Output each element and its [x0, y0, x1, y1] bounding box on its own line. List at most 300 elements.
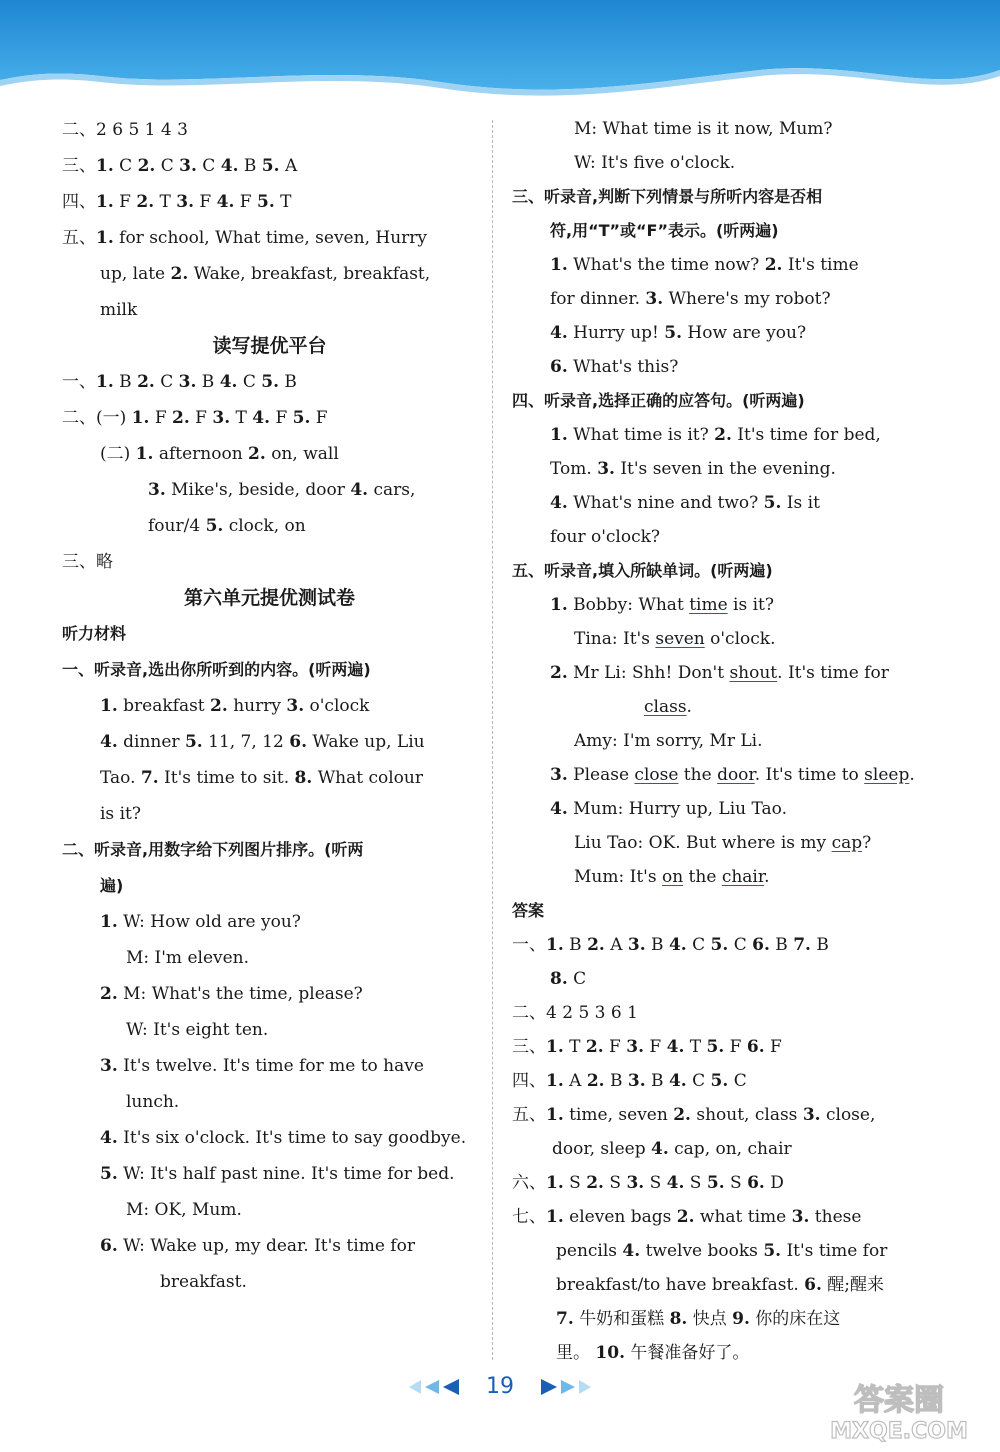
line-text: lunch.	[126, 1092, 180, 1112]
line-text: B	[238, 156, 262, 176]
line-text: 里。	[556, 1343, 596, 1363]
answer-line	[512, 588, 932, 622]
item-number: 1.	[546, 1037, 564, 1057]
question-header: 二、听录音,用数字给下列图片排序。(听两	[62, 840, 364, 859]
line-text: B	[604, 1071, 628, 1091]
answer-line	[62, 544, 477, 580]
line-text: o'clock.	[704, 629, 776, 649]
line-text: the	[683, 867, 722, 887]
answer-line	[62, 220, 477, 256]
item-number: 1.	[96, 156, 114, 176]
line-text: Liu Tao: OK. But where is my	[574, 833, 832, 853]
line-text: Wake up, Liu	[306, 732, 425, 752]
line-text: T	[684, 1037, 707, 1057]
line-text: M: What time is it now, Mum?	[574, 119, 833, 139]
answer-line	[512, 792, 932, 826]
item-number: 5.	[256, 192, 275, 212]
page-number: 19	[486, 1374, 514, 1399]
item-number: 6.	[747, 1173, 765, 1193]
answer-line	[62, 292, 477, 328]
line-text: What's this?	[567, 357, 679, 377]
answer-line	[512, 758, 932, 792]
line-text: up, late	[100, 264, 171, 284]
right-column	[512, 112, 932, 1370]
item-number: 2.	[676, 1207, 695, 1227]
line-text: 二、(一)	[62, 408, 132, 428]
answer-line	[512, 690, 932, 724]
line-text: Mum: It's	[574, 867, 662, 887]
line-text: Is it	[781, 493, 820, 513]
question-header: 听力材料	[62, 624, 127, 643]
item-number: 3.	[179, 156, 197, 176]
answer-line	[62, 940, 477, 976]
answer-line	[62, 688, 477, 724]
answer-line	[512, 1234, 932, 1268]
answer-line	[512, 1302, 932, 1336]
item-number: 6.	[100, 1236, 118, 1256]
section-heading: 读写提优平台	[212, 335, 327, 357]
line-text: What time is it?	[567, 425, 715, 445]
line-text: 11, 7, 12	[202, 732, 290, 752]
item-number: 3.	[148, 480, 166, 500]
line-text: . It's time to	[754, 765, 865, 785]
line-text: clock, on	[223, 516, 306, 536]
line-text: What colour	[312, 768, 423, 788]
line-text: T	[154, 192, 177, 212]
item-number: 4.	[668, 935, 687, 955]
line-text: F	[189, 408, 213, 428]
line-text: time, seven	[563, 1105, 674, 1125]
answer-line	[62, 436, 477, 472]
item-number: 5.	[710, 1071, 729, 1091]
item-number: 4.	[622, 1241, 641, 1261]
line-text: eleven bags	[563, 1207, 677, 1227]
item-number: 4.	[100, 732, 118, 752]
line-text: afternoon	[153, 444, 249, 464]
line-text: A	[279, 156, 298, 176]
line-text: D	[764, 1173, 784, 1193]
item-number: 7.	[140, 768, 159, 788]
line-text: W: It's five o'clock.	[574, 153, 736, 173]
answer-line	[512, 418, 932, 452]
question-header: 符,用“T”或“F”表示。(听两遍)	[550, 221, 779, 240]
line-text: F	[603, 1037, 627, 1057]
column-divider	[492, 120, 493, 1360]
item-number: 3.	[802, 1105, 821, 1125]
answer-line	[62, 508, 477, 544]
filled-blank: close	[634, 765, 679, 785]
line-text: C	[237, 372, 262, 392]
item-number: 3.	[626, 1173, 645, 1193]
filled-blank: shout	[729, 663, 778, 683]
answer-line	[62, 256, 477, 292]
line-text: A	[563, 1071, 587, 1091]
line-text: on, wall	[265, 444, 339, 464]
line-text: M: What's the time, please?	[117, 984, 363, 1004]
answer-line	[62, 1192, 477, 1228]
answer-line	[62, 1012, 477, 1048]
answer-line	[512, 1098, 932, 1132]
item-number: 5.	[100, 1164, 118, 1184]
item-number: 1.	[131, 408, 150, 428]
item-number: 4.	[550, 493, 568, 513]
line-text: 一、	[62, 372, 96, 392]
item-number: 6.	[289, 732, 307, 752]
line-text: four o'clock?	[550, 527, 661, 547]
answer-line	[62, 976, 477, 1012]
line-text: ?	[862, 833, 872, 853]
line-text: breakfast	[117, 696, 211, 716]
line-text: Mum: Hurry up, Liu Tao.	[567, 799, 788, 819]
line-text: 四、	[512, 1071, 546, 1091]
question-header: 一、听录音,选出你所听到的内容。(听两遍)	[62, 660, 371, 679]
answer-line	[62, 148, 477, 184]
line-text: Tom.	[550, 459, 598, 479]
line-text: T	[230, 408, 253, 428]
answer-line	[512, 452, 932, 486]
item-number: 8.	[669, 1309, 688, 1329]
item-number: 5.	[706, 1037, 725, 1057]
item-number: 5.	[292, 408, 311, 428]
line-text: 醒;醒来	[821, 1275, 885, 1295]
answer-line	[512, 520, 932, 554]
answer-line	[62, 1120, 477, 1156]
line-text: 一、	[512, 935, 546, 955]
answer-line	[512, 826, 932, 860]
line-text: S	[563, 1173, 587, 1193]
item-number: 5.	[710, 935, 729, 955]
line-text: Mr Li: Shh! Don't	[567, 663, 730, 683]
filled-blank: seven	[655, 629, 705, 649]
line-text: C	[728, 1071, 747, 1091]
line-text: for dinner.	[550, 289, 646, 309]
answer-line	[512, 1030, 932, 1064]
question-header: 三、听录音,判断下列情景与所听内容是否相	[512, 187, 823, 206]
item-number: 5.	[184, 732, 203, 752]
answer-line	[62, 1228, 477, 1264]
item-number: 3.	[627, 1071, 646, 1091]
item-number: 2.	[550, 663, 568, 683]
line-text: these	[809, 1207, 862, 1227]
answer-line	[512, 724, 932, 758]
item-number: 1.	[546, 1105, 564, 1125]
question-header: 答案	[512, 901, 545, 920]
item-number: 3.	[550, 765, 568, 785]
line-text: what time	[694, 1207, 792, 1227]
line-text: 三、	[512, 1037, 546, 1057]
item-number: 3.	[286, 696, 305, 716]
answer-line	[512, 622, 932, 656]
line-text: F	[270, 408, 293, 428]
answer-line	[62, 364, 477, 400]
line-text: B	[196, 372, 220, 392]
answer-line	[512, 316, 932, 350]
line-text: It's twelve. It's time for me to have	[117, 1056, 424, 1076]
line-text: cap, on, chair	[668, 1139, 792, 1159]
line-text: C	[155, 156, 180, 176]
line-text: milk	[100, 300, 138, 320]
line-text: (二)	[100, 444, 136, 464]
item-number: 2.	[586, 1071, 605, 1091]
answer-line	[62, 1084, 477, 1120]
line-text: C	[728, 935, 753, 955]
item-number: 4.	[666, 1173, 685, 1193]
line-text: . It's time for	[777, 663, 889, 683]
item-number: 4.	[550, 323, 568, 343]
item-number: 5.	[763, 1241, 782, 1261]
line-text: S	[724, 1173, 748, 1193]
answer-line	[512, 350, 932, 384]
item-number: 1.	[550, 255, 568, 275]
line-text: What's nine and two?	[567, 493, 764, 513]
line-text: Bobby: What	[567, 595, 690, 615]
answer-line	[512, 112, 932, 146]
line-text: It's time	[782, 255, 859, 275]
watermark-title: 答案圈	[854, 1383, 944, 1418]
answer-line	[512, 1200, 932, 1234]
line-text: 三、	[62, 156, 96, 176]
line-text: Tina: It's	[574, 629, 656, 649]
answer-line	[62, 760, 477, 796]
line-text: 五、	[512, 1105, 546, 1125]
line-text: 三、略	[62, 552, 113, 572]
line-text: the	[678, 765, 718, 785]
line-text: 午餐准备好了。	[624, 1343, 750, 1363]
line-text: W: It's eight ten.	[126, 1020, 269, 1040]
question-header: 四、听录音,选择正确的应答句。(听两遍)	[512, 391, 805, 410]
answer-line	[512, 1132, 932, 1166]
item-number: 3.	[626, 1037, 645, 1057]
item-number: 3.	[100, 1056, 118, 1076]
wave-banner	[0, 0, 1000, 110]
line-text: .	[909, 765, 915, 785]
item-number: 5.	[261, 156, 280, 176]
line-text: B	[563, 935, 588, 955]
answer-line	[512, 486, 932, 520]
line-text: door, sleep	[552, 1139, 651, 1159]
line-text: breakfast.	[160, 1272, 247, 1292]
item-number: 5.	[706, 1173, 725, 1193]
item-number: 4.	[219, 372, 238, 392]
line-text: .	[686, 697, 692, 717]
answer-line	[512, 1064, 932, 1098]
line-text: What's the time now?	[567, 255, 765, 275]
item-number: 2.	[585, 1037, 604, 1057]
line-text: S	[644, 1173, 667, 1193]
line-text: Mike's, beside, door	[165, 480, 351, 500]
item-number: 5.	[763, 493, 782, 513]
line-text: S	[684, 1173, 707, 1193]
line-text: A	[604, 935, 628, 955]
line-text: It's seven in the evening.	[614, 459, 836, 479]
line-text: 你的床在这	[749, 1309, 841, 1329]
item-number: 4.	[666, 1037, 685, 1057]
item-number: 1.	[546, 1071, 564, 1091]
line-text: M: I'm eleven.	[126, 948, 250, 968]
item-number: 2.	[172, 408, 190, 428]
line-text: W: How old are you?	[117, 912, 301, 932]
line-text: 七、	[512, 1207, 546, 1227]
answer-line	[512, 146, 932, 180]
line-text: It's time to sit.	[158, 768, 295, 788]
line-text: It's time for bed,	[731, 425, 881, 445]
line-text: 六、	[512, 1173, 546, 1193]
line-text: Where's my robot?	[663, 289, 831, 309]
line-text: F	[234, 192, 257, 212]
line-text: F	[644, 1037, 667, 1057]
filled-blank: on	[661, 867, 684, 887]
section-heading: 第六单元提优测试卷	[183, 587, 355, 609]
prev-arrows-icon	[407, 1377, 467, 1397]
answer-line	[512, 928, 932, 962]
item-number: 2.	[170, 264, 189, 284]
answer-line	[62, 1156, 477, 1192]
line-text: F	[724, 1037, 747, 1057]
item-number: 5.	[205, 516, 224, 536]
item-number: 3.	[645, 289, 664, 309]
answer-line	[62, 1264, 477, 1300]
item-number: 1.	[96, 372, 114, 392]
next-arrows-icon	[533, 1377, 593, 1397]
line-text: pencils	[556, 1241, 623, 1261]
answer-line	[62, 184, 477, 220]
line-text: C	[686, 935, 711, 955]
answer-line	[512, 962, 932, 996]
line-text: 快点	[687, 1309, 733, 1329]
filled-blank: sleep	[864, 765, 910, 785]
item-number: 3.	[627, 935, 646, 955]
line-text: T	[563, 1037, 586, 1057]
answer-line	[512, 996, 932, 1030]
answer-line	[62, 472, 477, 508]
item-number: 4.	[216, 192, 235, 212]
line-text: is it?	[727, 595, 774, 615]
line-text: is it?	[100, 804, 141, 824]
item-number: 1.	[546, 1173, 564, 1193]
line-text: Tao.	[100, 768, 141, 788]
line-text: B	[769, 935, 794, 955]
item-number: 2.	[137, 156, 156, 176]
item-number: 6.	[746, 1037, 765, 1057]
line-text: breakfast/to have breakfast.	[556, 1275, 805, 1295]
line-text: hurry	[227, 696, 287, 716]
item-number: 1.	[96, 192, 114, 212]
item-number: 5.	[261, 372, 280, 392]
answer-line	[512, 1166, 932, 1200]
item-number: 5.	[664, 323, 683, 343]
line-text: It's six o'clock. It's time to say goodbye.	[117, 1128, 467, 1148]
answer-line	[62, 724, 477, 760]
item-number: 3.	[597, 459, 615, 479]
line-text: Wake, breakfast, breakfast,	[188, 264, 431, 284]
item-number: 4.	[252, 408, 271, 428]
item-number: 6.	[804, 1275, 822, 1295]
line-text: F	[764, 1037, 782, 1057]
item-number: 8.	[294, 768, 313, 788]
line-text: 二、2 6 5 1 4 3	[62, 120, 188, 140]
item-number: 7.	[793, 935, 811, 955]
item-number: 8.	[550, 969, 568, 989]
item-number: 3.	[176, 192, 195, 212]
filled-blank: class	[644, 697, 687, 717]
line-text: shout, class	[690, 1105, 803, 1125]
line-text: Please	[567, 765, 635, 785]
item-number: 1.	[100, 696, 118, 716]
answer-line	[512, 282, 932, 316]
line-text: C	[567, 969, 587, 989]
answer-line	[62, 1048, 477, 1084]
item-number: 7.	[556, 1309, 574, 1329]
item-number: 2.	[210, 696, 228, 716]
item-number: 2.	[764, 255, 783, 275]
item-number: 4.	[220, 156, 239, 176]
line-text: close,	[820, 1105, 876, 1125]
item-number: 6.	[752, 935, 770, 955]
line-text: C	[686, 1071, 711, 1091]
question-header: 五、听录音,填入所缺单词。(听两遍)	[512, 561, 773, 580]
item-number: 10.	[595, 1343, 625, 1363]
line-text: four/4	[148, 516, 206, 536]
item-number: 9.	[732, 1309, 750, 1329]
line-text: 二、4 2 5 3 6 1	[512, 1003, 638, 1023]
line-text: F	[194, 192, 217, 212]
line-text: 四、	[62, 192, 96, 212]
item-number: 4.	[651, 1139, 669, 1159]
item-number: 4.	[350, 480, 369, 500]
left-column	[62, 112, 477, 1300]
line-text: F	[113, 192, 137, 212]
line-text: W: Wake up, my dear. It's time for	[117, 1236, 415, 1256]
item-number: 2.	[673, 1105, 691, 1125]
watermark-site: MXQE.COM	[830, 1419, 968, 1444]
item-number: 3.	[212, 408, 231, 428]
item-number: 2.	[714, 425, 732, 445]
line-text: M: OK, Mum.	[126, 1200, 242, 1220]
item-number: 2.	[100, 984, 118, 1004]
filled-blank: chair	[721, 867, 765, 887]
item-number: 2.	[136, 192, 155, 212]
line-text: 牛奶和蛋糕	[573, 1309, 670, 1329]
line-text: B	[113, 372, 138, 392]
answer-line	[62, 400, 477, 436]
line-text: B	[279, 372, 297, 392]
item-number: 6.	[550, 357, 568, 377]
item-number: 4.	[550, 799, 568, 819]
line-text: twelve books	[640, 1241, 764, 1261]
filled-blank: cap	[831, 833, 863, 853]
answer-line	[512, 1336, 932, 1370]
line-text: W: It's half past nine. It's time for bed.	[117, 1164, 455, 1184]
question-header: 遍)	[100, 876, 124, 895]
line-text: for school, What time, seven, Hurry	[113, 228, 428, 248]
item-number: 4.	[668, 1071, 687, 1091]
line-text: C	[113, 156, 138, 176]
line-text: dinner	[117, 732, 185, 752]
item-number: 4.	[100, 1128, 118, 1148]
line-text: It's time for	[781, 1241, 888, 1261]
line-text: C	[154, 372, 179, 392]
answer-line	[512, 1268, 932, 1302]
line-text: S	[603, 1173, 627, 1193]
line-text: o'clock	[304, 696, 370, 716]
line-text: C	[196, 156, 221, 176]
item-number: 1.	[546, 935, 564, 955]
answer-line	[512, 248, 932, 282]
answer-line	[512, 656, 932, 690]
item-number: 2.	[587, 935, 605, 955]
answer-line	[62, 796, 477, 832]
line-text: F	[149, 408, 173, 428]
